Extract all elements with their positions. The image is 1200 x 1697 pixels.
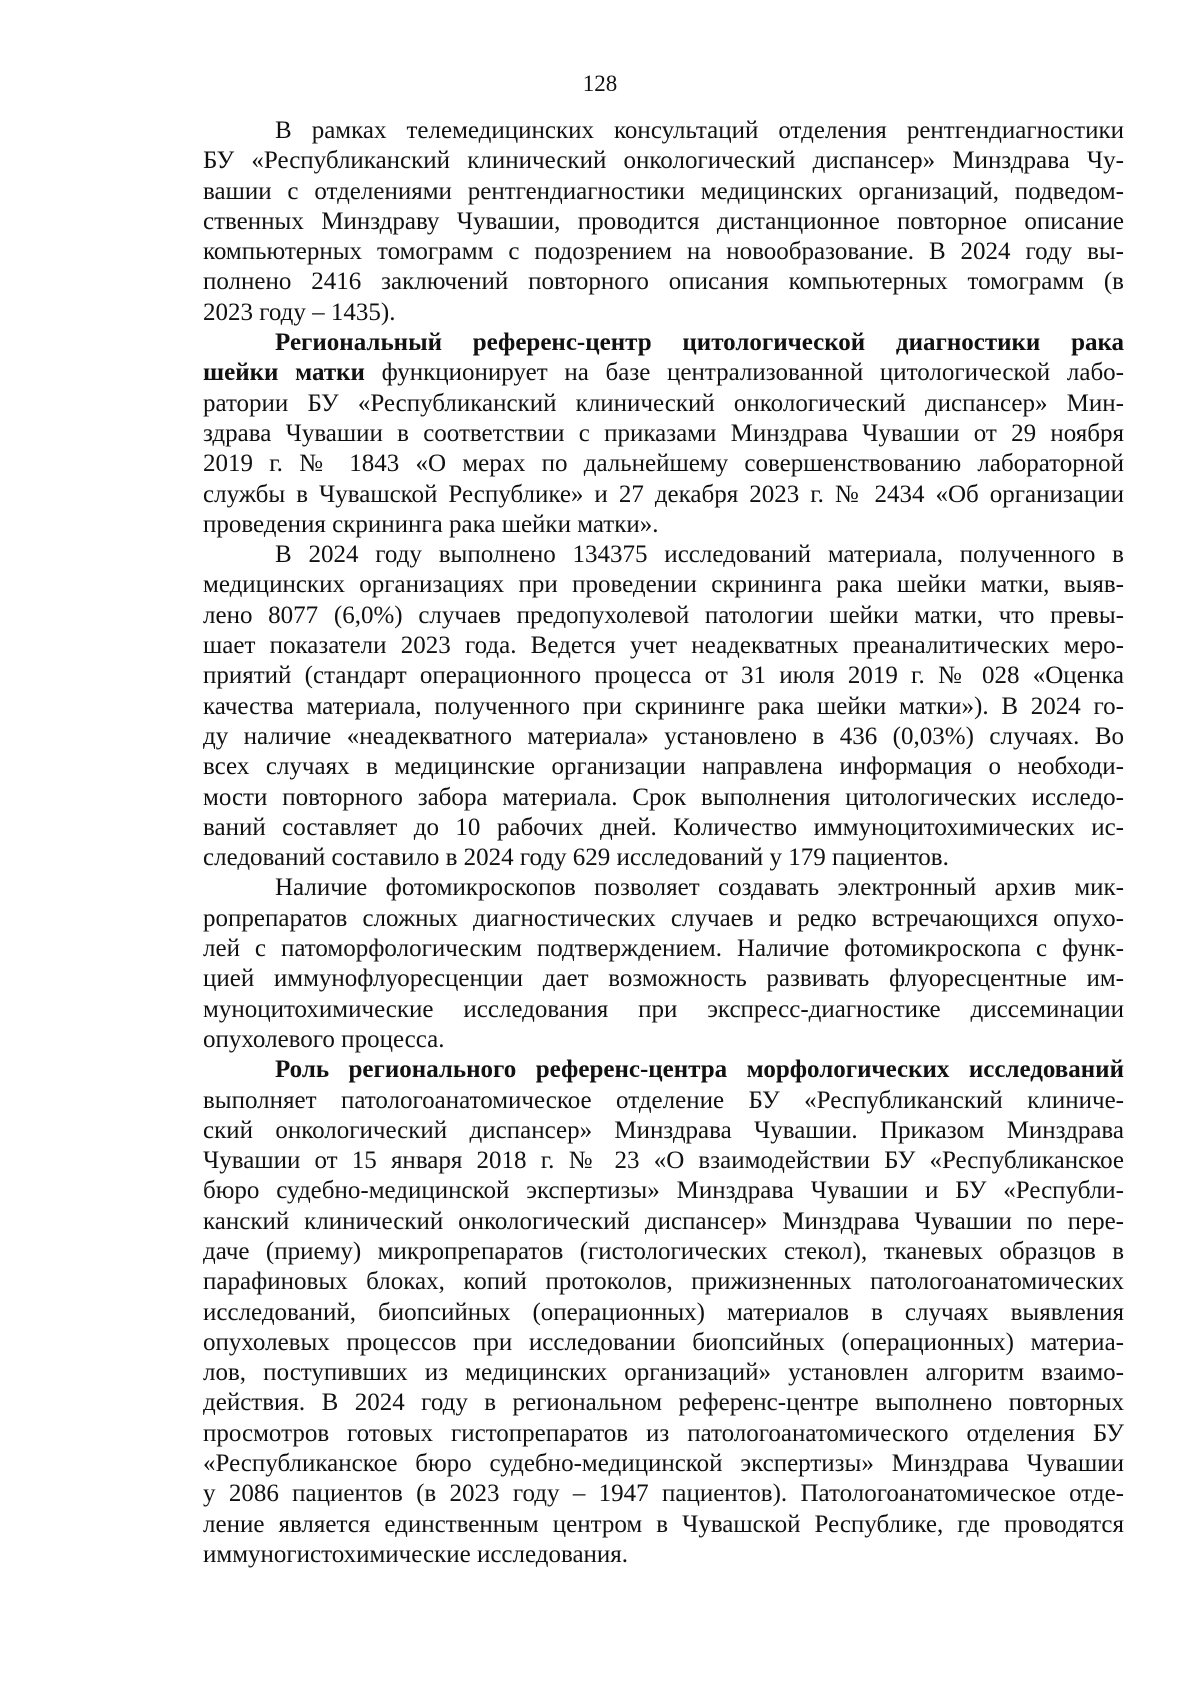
text-segment: опухолевого процесса. [203, 1025, 445, 1053]
text-segment: В 2024 году выполнено 134375 исследований материала, полученного в [275, 541, 1124, 569]
text-segment: Чувашии от 15 января 2018 г. № 23 «О взаимодействии БУ «Республиканское [203, 1147, 1124, 1175]
text-segment: В рамках телемедицинских консультаций отделения рентгендиагностики [275, 117, 1124, 144]
text-line [203, 1328, 1124, 1358]
text-segment: вашии с отделениями рентгендиагностики медицинских организаций, подведом- [203, 177, 1124, 205]
text-line [203, 449, 1124, 479]
text-line [203, 813, 1124, 843]
text-segment: лей с патоморфологическим подтверждением. Наличие фотомикроскопа с функ- [203, 935, 1124, 963]
text-segment: приятий (стандарт операционного процесса от 31 июля 2019 г. № 028 «Оценка [203, 662, 1124, 690]
text-line [203, 510, 1124, 540]
text-line [203, 1449, 1124, 1479]
paragraph [203, 540, 1124, 873]
text-segment: действия. В 2024 году в региональном референс-центре выполнено повторных [203, 1389, 1124, 1417]
text-line [203, 1479, 1124, 1509]
text-segment: 2019 г. № 1843 «О мерах по дальнейшему совершенствованию лабораторной [203, 450, 1124, 478]
text-segment: лено 8077 (6,0%) случаев предопухолевой патологии шейки матки, что превы- [203, 601, 1124, 629]
text-segment: ду наличие «неадекватного материала» установлено в 436 (0,03%) случаях. Во [203, 722, 1124, 750]
text-segment: ратории БУ «Республиканский клинический онкологический диспансер» Мин- [203, 389, 1124, 417]
text-segment: здрава Чувашии в соответствии с приказами Минздрава Чувашии от 29 ноября [203, 419, 1124, 447]
text-segment: ропрепаратов сложных диагностических случаев и редко встречающихся опухо- [203, 904, 1124, 932]
document-body [203, 116, 1124, 1570]
text-line [203, 1237, 1124, 1267]
text-segment: у 2086 пациентов (в 2023 году – 1947 пациентов). Патологоанатомическое отде- [203, 1480, 1124, 1508]
text-segment: проведения скрининга рака шейки матки». [203, 510, 659, 538]
text-line [203, 146, 1124, 176]
text-segment: полнено 2416 заключений повторного описания компьютерных томограмм (в [203, 268, 1124, 296]
text-segment: Наличие фотомикроскопов позволяет создавать электронный архив мик- [275, 874, 1124, 902]
text-line [203, 1116, 1124, 1146]
text-line [203, 843, 1124, 873]
text-line [203, 783, 1124, 813]
text-segment: опухолевых процессов при исследовании биопсийных (операционных) материа- [203, 1328, 1124, 1356]
text-line [203, 692, 1124, 722]
text-line [203, 1388, 1124, 1418]
text-segment: просмотров готовых гистопрепаратов из патологоанатомического отделения БУ [203, 1419, 1124, 1447]
text-segment: парафиновых блоках, копий протоколов, прижизненных патологоанатомических [203, 1268, 1124, 1296]
paragraph [203, 873, 1124, 1055]
text-segment: ский онкологический диспансер» Минздрава Чувашии. Приказом Минздрава [203, 1116, 1124, 1144]
text-line [203, 1540, 1124, 1570]
text-segment: выполняет патологоанатомическое отделение БУ «Республиканский клиниче- [203, 1086, 1124, 1114]
text-segment: канский клинический онкологический диспансер» Минздрава Чувашии по пере- [203, 1207, 1124, 1235]
text-segment: исследований, биопсийных (операционных) материалов в случаях выявления [203, 1298, 1124, 1326]
text-segment: ственных Минздраву Чувашии, проводится дистанционное повторное описание [203, 207, 1124, 235]
text-segment: лов, поступивших из медицинских организаций» установлен алгоритм взаимо- [203, 1359, 1124, 1387]
text-line [203, 1419, 1124, 1449]
text-line [203, 631, 1124, 661]
text-line [203, 904, 1124, 934]
text-segment: БУ «Республиканский клинический онкологический диспансер» Минздрава Чу- [203, 147, 1124, 175]
text-line [203, 1055, 1124, 1085]
text-line [203, 661, 1124, 691]
text-line [203, 995, 1124, 1025]
text-line [203, 964, 1124, 994]
text-line [203, 207, 1124, 237]
text-line [203, 1358, 1124, 1388]
text-line [203, 540, 1124, 570]
bold-text: Региональный референс-центр цитологической диагностики рака [275, 329, 1124, 357]
text-line [203, 298, 1124, 328]
text-segment: «Республиканское бюро судебно-медицинской экспертизы» Минздрава Чувашии [203, 1450, 1124, 1478]
text-segment: муноцитохимические исследования при экспресс-диагностике диссеминации [203, 995, 1124, 1023]
bold-text: шейки матки [203, 359, 365, 387]
text-segment: следований составило в 2024 году 629 исследований у 179 пациентов. [203, 844, 949, 872]
text-segment: шает показатели 2023 года. Ведется учет неадекватных преаналитических меро- [203, 632, 1124, 660]
text-line [203, 328, 1124, 358]
text-segment: ление является единственным центром в Чувашской Республике, где проводятся [203, 1510, 1124, 1538]
page-number: 128 [582, 71, 618, 96]
text-segment: 2023 году – 1435). [203, 298, 396, 326]
text-line [203, 1176, 1124, 1206]
text-line [203, 1207, 1124, 1237]
text-line [203, 389, 1124, 419]
text-line [203, 358, 1124, 388]
text-line [203, 1025, 1124, 1055]
text-segment: цией иммунофлуоресценции дает возможность развивать флуоресцентные им- [203, 965, 1124, 993]
paragraph [203, 328, 1124, 540]
text-line [203, 752, 1124, 782]
text-line [203, 116, 1124, 146]
text-line [203, 177, 1124, 207]
text-line [203, 570, 1124, 600]
text-segment: всех случаях в медицинские организации направлена информация о необходи- [203, 753, 1124, 781]
paragraph [203, 116, 1124, 328]
text-segment: даче (приему) микропрепаратов (гистологических стекол), тканевых образцов в [203, 1237, 1124, 1265]
text-line [203, 419, 1124, 449]
text-segment: иммуногистохимические исследования. [203, 1540, 629, 1568]
text-line [203, 934, 1124, 964]
bold-text: Роль регионального референс-центра морфологических исследований [275, 1056, 1124, 1084]
text-line [203, 1086, 1124, 1116]
text-line [203, 1267, 1124, 1297]
text-segment: медицинских организациях при проведении скрининга рака шейки матки, выяв- [203, 571, 1124, 599]
text-line [203, 601, 1124, 631]
text-line [203, 873, 1124, 903]
text-segment: качества материала, полученного при скрининге рака шейки матки»). В 2024 го- [203, 692, 1124, 720]
text-line [203, 267, 1124, 297]
text-line [203, 480, 1124, 510]
text-line [203, 722, 1124, 752]
text-segment: компьютерных томограмм с подозрением на новообразование. В 2024 году вы- [203, 238, 1124, 266]
paragraph [203, 1055, 1124, 1570]
text-segment: функционирует на базе централизованной цитологической лабо- [364, 359, 1124, 387]
text-line [203, 237, 1124, 267]
text-segment: службы в Чувашской Республике» и 27 декабря 2023 г. № 2434 «Об организации [203, 480, 1124, 508]
text-segment: бюро судебно-медицинской экспертизы» Минздрава Чувашии и БУ «Республи- [203, 1177, 1124, 1205]
text-line [203, 1510, 1124, 1540]
text-segment: ваний составляет до 10 рабочих дней. Количество иммуноцитохимических ис- [203, 813, 1124, 841]
text-segment: мости повторного забора материала. Срок выполнения цитологических исследо- [203, 783, 1124, 811]
text-line [203, 1298, 1124, 1328]
text-line [203, 1146, 1124, 1176]
